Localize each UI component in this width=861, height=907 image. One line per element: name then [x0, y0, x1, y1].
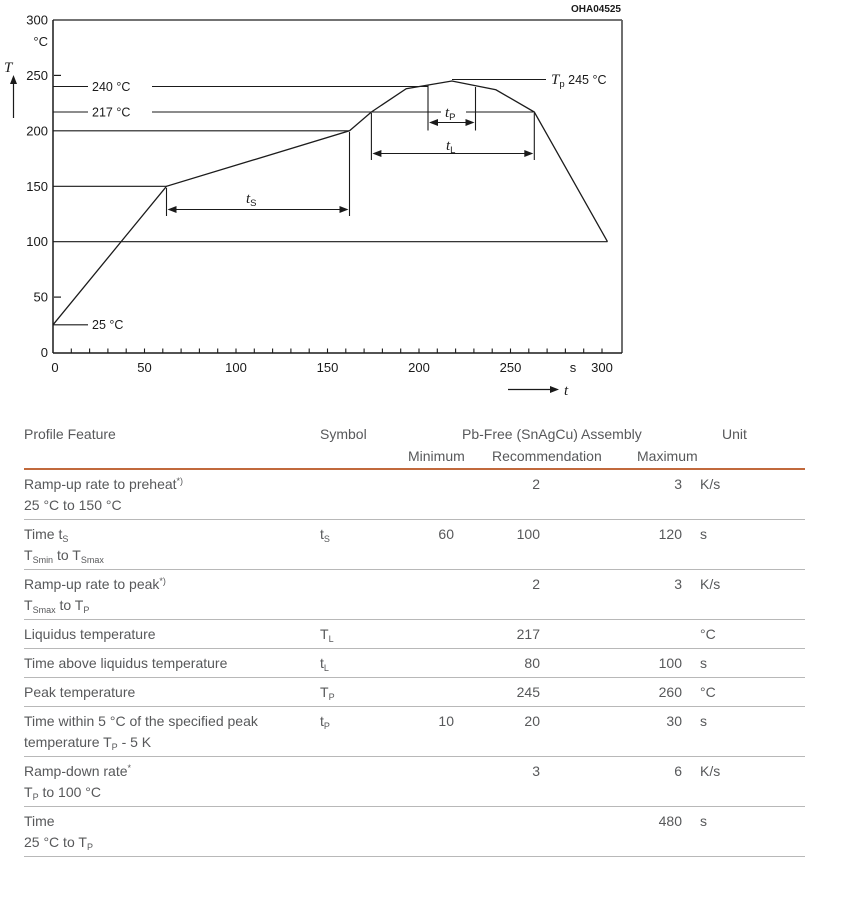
table-body — [24, 470, 805, 857]
cell-minimum — [408, 811, 456, 853]
feature-line: Peak temperature — [24, 684, 136, 700]
table-row — [24, 757, 805, 807]
cell-maximum: 260 — [658, 684, 682, 700]
y-tick-label: 150 — [26, 178, 48, 194]
feature-line: Ramp-up rate to peak*) — [24, 576, 166, 592]
y-tick-label: 0 — [40, 345, 48, 360]
x-tick-label: 200 — [408, 360, 430, 375]
cell-symbol — [320, 761, 408, 803]
column-header-profile-feature: Profile Feature — [24, 426, 116, 442]
cell-recommendation: 3 — [532, 763, 540, 779]
tp-arrowhead-left-icon — [429, 119, 438, 126]
tp-label: tP — [445, 105, 456, 123]
table-row — [24, 620, 805, 649]
ref-label-240: 240 °C — [92, 80, 131, 94]
x-tick-label: 250 — [499, 360, 522, 375]
cell-recommendation: 2 — [532, 476, 540, 492]
subscript: L — [328, 634, 334, 644]
ts-annotation — [167, 132, 350, 216]
cell-recommendation: 2 — [532, 576, 540, 592]
feature-line: $T_P$ to 100 °C — [24, 784, 101, 802]
column-header-maximum: Maximum — [637, 448, 698, 464]
cell-profile-feature — [24, 474, 320, 516]
tl-arrowhead-right-icon — [524, 150, 533, 157]
feature-line: $T_{Smax}$ to $T_P$ — [24, 597, 90, 615]
table-header — [24, 416, 805, 470]
subscript: S — [62, 534, 69, 544]
cell-maximum: 3 — [674, 576, 682, 592]
cell-profile-feature — [24, 574, 320, 616]
y-tick-label: 300 — [26, 12, 48, 28]
subscript: P — [83, 605, 90, 615]
feature-line: Ramp-down rate* — [24, 763, 132, 779]
temperature-profile-curve — [53, 81, 608, 325]
cell-unit: s — [700, 713, 707, 729]
feature-line: 25 °C to $T_P$ — [24, 834, 93, 852]
y-axis-arrowhead-icon — [10, 75, 17, 84]
feature-line: Time above liquidus temperature — [24, 655, 228, 671]
table-row — [24, 707, 805, 757]
column-header-minimum: Minimum — [408, 448, 465, 464]
cell-minimum — [408, 624, 456, 645]
subscript: Smin — [32, 555, 54, 565]
subscript: Smax — [32, 605, 56, 615]
y-axis-tick-labels — [26, 13, 48, 360]
cell-symbol: $t_P$ — [320, 713, 330, 731]
reflow-profile-chart — [0, 0, 861, 406]
feature-line: Liquidus temperature — [24, 626, 156, 642]
tp-arrowhead-right-icon — [466, 119, 475, 126]
feature-line: temperature $T_P - 5$ K — [24, 734, 152, 752]
cell-minimum — [408, 653, 456, 674]
cell-minimum: 10 — [438, 713, 454, 729]
subscript: P — [111, 742, 118, 752]
column-header-symbol: Symbol — [320, 426, 367, 442]
x-tick-label: 300 — [591, 360, 613, 375]
cell-unit: K/s — [700, 576, 721, 592]
column-header-recommendation: Recommendation — [492, 448, 602, 464]
tl-arrowhead-left-icon — [372, 150, 381, 157]
table-row — [24, 570, 805, 620]
cell-profile-feature — [24, 711, 320, 753]
cell-recommendation — [456, 811, 543, 853]
cell-maximum — [543, 624, 684, 645]
superscript: *) — [159, 576, 166, 586]
cell-maximum: 120 — [658, 526, 682, 542]
subscript: P — [328, 692, 335, 702]
y-tick-label: 100 — [26, 234, 48, 250]
superscript: * — [127, 763, 132, 773]
table-row — [24, 678, 805, 707]
cell-unit: K/s — [700, 763, 721, 779]
ts-arrowhead-left-icon — [168, 206, 177, 213]
subscript: S — [323, 534, 330, 544]
peak-label: Tp 245 °C — [551, 72, 607, 90]
cell-unit: s — [700, 526, 707, 542]
cell-maximum: 100 — [658, 655, 682, 671]
x-axis-variable-label: t — [564, 383, 569, 399]
cell-unit: s — [700, 655, 707, 671]
cell-profile-feature — [24, 524, 320, 566]
cell-symbol — [320, 574, 408, 616]
ts-label: tS — [246, 191, 257, 209]
cell-recommendation: 217 — [516, 626, 540, 642]
reflow-profile-table — [24, 416, 805, 857]
table-row — [24, 520, 805, 570]
tp-annotation — [428, 85, 476, 131]
y-tick-label: 50 — [33, 289, 48, 305]
cell-maximum: 30 — [666, 713, 682, 729]
table-row — [24, 807, 805, 857]
cell-minimum — [408, 682, 456, 703]
cell-unit: °C — [700, 684, 716, 700]
y-tick-label: 250 — [26, 67, 48, 83]
cell-recommendation: 80 — [524, 655, 540, 671]
x-tick-label: 0 — [51, 360, 59, 375]
cell-recommendation: 100 — [516, 526, 540, 542]
x-tick-label: 50 — [137, 360, 152, 375]
x-axis-tick-labels — [51, 360, 612, 375]
ref-label-25: 25 °C — [92, 318, 124, 332]
cell-symbol: $t_S$ — [320, 526, 330, 544]
column-header-unit: Unit — [722, 426, 747, 442]
ts-arrowhead-right-icon — [340, 206, 349, 213]
feature-line: Ramp-up rate to preheat*) — [24, 476, 184, 492]
ref-label-217: 217 °C — [92, 105, 131, 120]
cell-profile-feature — [24, 653, 320, 674]
y-axis-unit-label: °C — [33, 34, 48, 49]
cell-unit: s — [700, 813, 707, 829]
figure-id-label: OHA04525 — [570, 4, 621, 15]
y-tick-label: 200 — [26, 123, 48, 139]
cell-profile-feature — [24, 761, 320, 803]
cell-maximum: 6 — [674, 763, 682, 779]
y-axis-variable-label: T — [4, 60, 13, 76]
table-row — [24, 649, 805, 678]
cell-unit: K/s — [700, 476, 721, 492]
cell-profile-feature — [24, 624, 320, 645]
cell-recommendation: 20 — [524, 713, 540, 729]
cell-maximum: 3 — [674, 476, 682, 492]
subscript: P — [86, 842, 93, 852]
x-tick-label: 150 — [316, 360, 339, 375]
cell-symbol: $T_L$ — [320, 626, 334, 644]
cell-symbol: $t_L$ — [320, 655, 329, 673]
cell-minimum: 60 — [438, 526, 454, 542]
feature-line: $T_{Smin}$ to $T_{Smax}$ — [24, 547, 104, 565]
x-axis-arrowhead-icon — [550, 386, 559, 393]
subscript: P — [323, 721, 330, 731]
cell-symbol: $T_P$ — [320, 684, 335, 702]
table-row — [24, 470, 805, 520]
tl-label: tL — [446, 138, 456, 156]
cell-unit: °C — [700, 626, 716, 642]
cell-minimum — [408, 574, 456, 616]
cell-profile-feature — [24, 682, 320, 703]
subscript: P — [32, 792, 39, 802]
superscript: *) — [176, 476, 184, 486]
feature-line: 25 °C to 150 °C — [24, 497, 122, 513]
feature-line: Time $t_S$ — [24, 526, 69, 544]
cell-maximum: 480 — [658, 813, 682, 829]
feature-line: Time within 5 °C of the specified peak — [24, 713, 258, 729]
x-tick-label: 100 — [225, 360, 247, 375]
cell-symbol — [320, 811, 408, 853]
cell-minimum — [408, 474, 456, 516]
feature-line: Time — [24, 813, 55, 829]
cell-profile-feature — [24, 811, 320, 853]
x-axis-unit-label: s — [569, 360, 577, 375]
column-header-assembly-group: Pb-Free (SnAgCu) Assembly — [462, 426, 642, 442]
cell-recommendation: 245 — [516, 684, 540, 700]
subscript: Smax — [80, 555, 104, 565]
cell-symbol — [320, 474, 408, 516]
reference-lines — [53, 87, 608, 325]
subscript: L — [323, 663, 329, 673]
cell-minimum — [408, 761, 456, 803]
